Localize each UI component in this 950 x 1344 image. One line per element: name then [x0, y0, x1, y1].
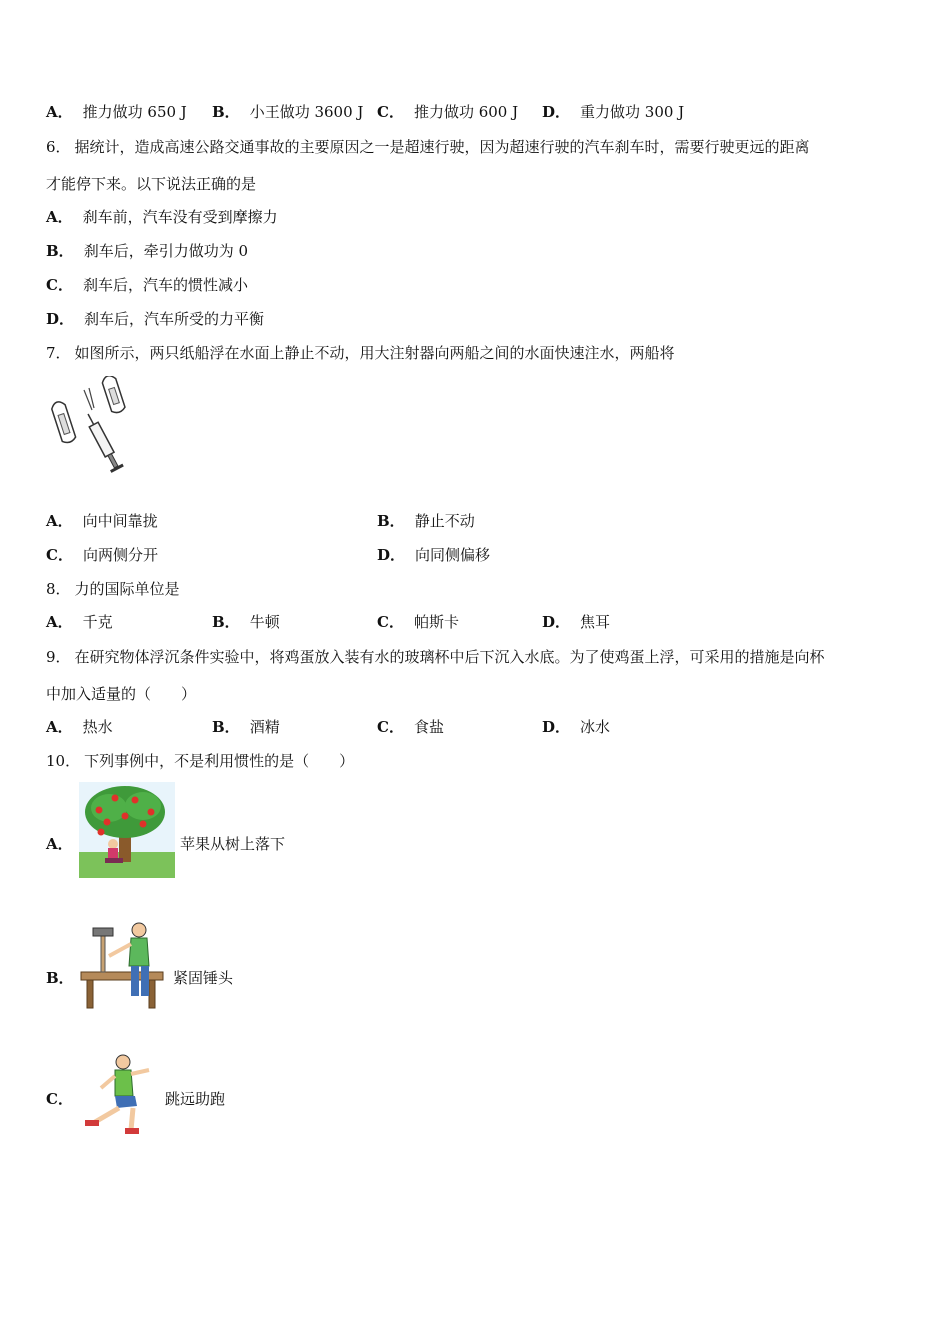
- option-label: B．: [212, 103, 240, 121]
- q6-stem-line-1: [46, 137, 810, 157]
- option-label: A．: [46, 103, 73, 121]
- option-label: D．: [46, 310, 75, 328]
- option-text: 食盐: [413, 718, 444, 736]
- hammer-bench-picture: [79, 918, 169, 1010]
- option-label: B．: [46, 969, 74, 987]
- option-label: C．: [377, 718, 404, 736]
- question-text: 在研究物体浮沉条件实验中，将鸡蛋放入装有水的玻璃杯中后下沉入水底。为了使鸡蛋上浮，可采用的措施是向杯: [74, 648, 825, 666]
- paper-boat-icon: [101, 376, 126, 414]
- question-text: 下列事例中，不是利用惯性的是（ ）: [84, 752, 355, 770]
- option-text: 向中间靠拢: [82, 512, 158, 530]
- runner-picture: [79, 1052, 159, 1136]
- paper-boat-icon: [50, 400, 76, 444]
- question-number: 10．: [46, 752, 81, 770]
- q9-stem-line-1: [46, 647, 825, 667]
- option-label: B．: [212, 718, 240, 736]
- option-text: 向两侧分开: [82, 546, 158, 564]
- q6-stem-line-2: 才能停下来。以下说法正确的是: [46, 175, 257, 193]
- option-text: 刹车后，汽车的惯性减小: [82, 276, 248, 294]
- q5-option-b: [212, 102, 363, 122]
- syringe-icon: [82, 411, 124, 473]
- q7-option-d: [377, 545, 490, 565]
- q6-option-d: [46, 309, 264, 329]
- option-text: 酒精: [249, 718, 280, 736]
- q6-option-b: [46, 241, 248, 261]
- question-text: 据统计，造成高速公路交通事故的主要原因之一是超速行驶，因为超速行驶的汽车刹车时，需要行驶更远的距离: [74, 138, 810, 156]
- q7-option-c: [46, 545, 158, 565]
- option-text: 小王做功 3600 J: [249, 103, 364, 121]
- q5-option-a: [46, 102, 187, 122]
- q9-stem-line-2: 中加入适量的（ ）: [46, 685, 197, 703]
- option-label: A．: [46, 613, 73, 631]
- option-label: C．: [377, 613, 404, 631]
- q10-stem: [46, 751, 354, 771]
- option-label: D．: [542, 103, 571, 121]
- option-label: A．: [46, 512, 73, 530]
- option-label: B．: [377, 512, 405, 530]
- option-label: B．: [46, 242, 74, 260]
- q5-option-c: [377, 102, 518, 122]
- q6-option-a: [46, 207, 278, 227]
- option-label: A．: [46, 718, 73, 736]
- option-text: 帕斯卡: [413, 613, 459, 631]
- q7-option-a: [46, 511, 158, 531]
- question-number: 6．: [46, 138, 71, 156]
- option-label: C．: [46, 1090, 73, 1108]
- q7-stem: [46, 343, 675, 363]
- option-text: 推力做功 650 J: [82, 103, 187, 121]
- q10-option-c-label: [46, 1089, 83, 1109]
- question-number: 8．: [46, 580, 71, 598]
- q10-option-a-label: [46, 834, 83, 854]
- q9-option-b: [212, 717, 280, 737]
- q9-option-c: [377, 717, 444, 737]
- option-label: C．: [46, 276, 73, 294]
- option-label: A．: [46, 835, 73, 853]
- q8-option-c: [377, 612, 459, 632]
- q8-option-b: [212, 612, 280, 632]
- q7-option-b: [377, 511, 475, 531]
- person-icon: [109, 923, 149, 996]
- question-number: 7．: [46, 344, 71, 362]
- question-number: 9．: [46, 648, 71, 666]
- q9-option-d: [542, 717, 610, 737]
- question-text: 力的国际单位是: [74, 580, 180, 598]
- option-text: 向同侧偏移: [415, 546, 491, 564]
- option-text: 牛顿: [249, 613, 280, 631]
- bench-icon: [81, 972, 163, 1008]
- q10-option-b-text: 紧固锤头: [173, 969, 234, 987]
- q8-stem: [46, 579, 180, 599]
- option-label: A．: [46, 208, 73, 226]
- apple-tree-picture: [79, 782, 175, 878]
- option-text: 重力做功 300 J: [580, 103, 685, 121]
- q10-option-a-text: 苹果从树上落下: [180, 835, 286, 853]
- option-label: D．: [542, 718, 571, 736]
- q8-option-a: [46, 612, 113, 632]
- option-label: B．: [212, 613, 240, 631]
- paper-boats-syringe-figure: [48, 376, 134, 478]
- runner-icon: [85, 1055, 149, 1134]
- question-text: 如图所示，两只纸船浮在水面上静止不动，用大注射器向两船之间的水面快速注水，两船将: [74, 344, 675, 362]
- option-text: 刹车前，汽车没有受到摩擦力: [82, 208, 278, 226]
- option-text: 千克: [82, 613, 113, 631]
- option-text: 热水: [82, 718, 113, 736]
- q5-option-d: [542, 102, 684, 122]
- option-text: 刹车后，牵引力做功为 0: [83, 242, 249, 260]
- option-text: 静止不动: [414, 512, 475, 530]
- q6-option-c: [46, 275, 248, 295]
- option-text: 刹车后，汽车所受的力平衡: [84, 310, 265, 328]
- option-text: 推力做功 600 J: [413, 103, 519, 121]
- hammer-icon: [93, 928, 113, 972]
- q9-option-a: [46, 717, 113, 737]
- q10-option-c-text: 跳远助跑: [165, 1090, 226, 1108]
- option-label: D．: [377, 546, 406, 564]
- option-label: D．: [542, 613, 571, 631]
- q8-option-d: [542, 612, 610, 632]
- option-label: C．: [46, 546, 73, 564]
- option-text: 焦耳: [580, 613, 611, 631]
- option-text: 冰水: [580, 718, 611, 736]
- option-label: C．: [377, 103, 404, 121]
